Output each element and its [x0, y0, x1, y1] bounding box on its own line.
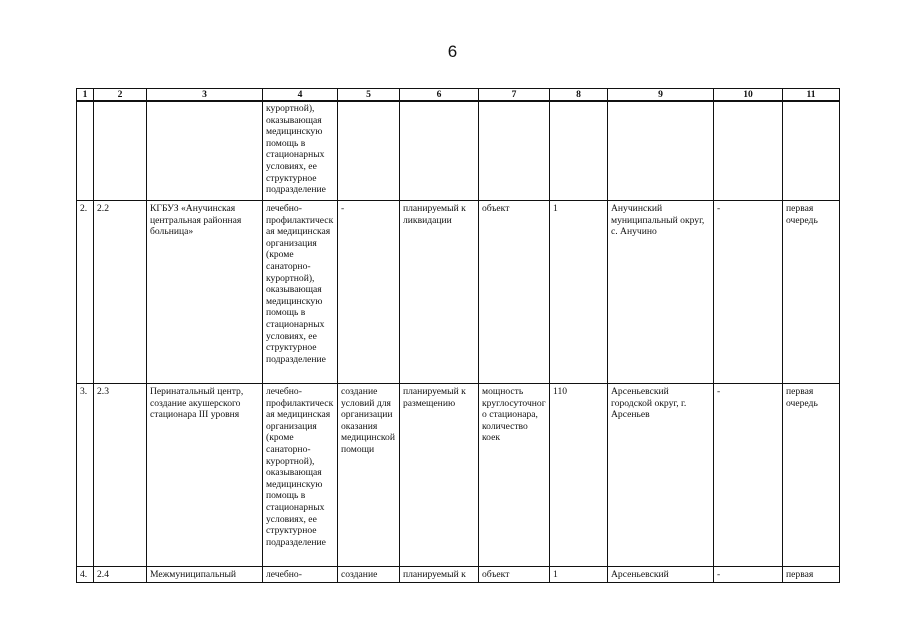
cell-number: 3.: [77, 384, 94, 567]
cell-purpose: -: [338, 201, 400, 384]
column-header: 3: [147, 89, 263, 102]
cell: [479, 101, 550, 201]
cell-location: Арсеньевский городской округ, г. Арсеньев: [608, 384, 714, 567]
cell-value: 1: [550, 201, 608, 384]
cell-stage: первая очередь: [783, 201, 840, 384]
cell-type: лечебно-профилактическая медицинская организация (кроме санаторно-курортной), оказывающая медицинскую помощь в стационарных условиях, ее структурное подразделение: [263, 201, 338, 384]
column-header: 10: [714, 89, 783, 102]
cell: [94, 101, 147, 201]
cell-zone: -: [714, 384, 783, 567]
column-header: 2: [94, 89, 147, 102]
cell-status: планируемый к ликвидации: [400, 201, 479, 384]
cell: [608, 101, 714, 201]
cell-location: Анучинский муниципальный округ, с. Анучино: [608, 201, 714, 384]
cell-status: планируемый к: [400, 567, 479, 593]
cell-name: Перинатальный центр, создание акушерского стационара III уровня: [147, 384, 263, 567]
column-header: 9: [608, 89, 714, 102]
table-row: [77, 384, 840, 567]
cell: [77, 101, 94, 201]
cell-code: 2.4: [94, 567, 147, 593]
column-header: 5: [338, 89, 400, 102]
cell-purpose: создание условий для организации оказания медицинской помощи: [338, 384, 400, 567]
cell: [550, 101, 608, 201]
cell-type: лечебно-: [263, 567, 338, 593]
cell: [338, 101, 400, 201]
cell-characteristic: мощность круглосуточного стационара, количество коек: [479, 384, 550, 567]
cell: [400, 101, 479, 201]
column-header: 4: [263, 89, 338, 102]
cell-zone: -: [714, 567, 783, 593]
column-header: 7: [479, 89, 550, 102]
cell-name: Межмуниципальный: [147, 567, 263, 593]
cell-characteristic: объект: [479, 567, 550, 593]
cell: [783, 101, 840, 201]
table-row: [77, 201, 840, 384]
cell-status: планируемый к размещению: [400, 384, 479, 567]
cell-zone: -: [714, 201, 783, 384]
cell-type: лечебно-профилактическая медицинская организация (кроме санаторно-курортной), оказывающая медицинскую помощь в стационарных условиях, ее структурное подразделение: [263, 384, 338, 567]
cell-continuation-text: курортной), оказывающая медицинскую помощь в стационарных условиях, ее структурное подразделение: [263, 101, 338, 201]
cell-characteristic: объект: [479, 201, 550, 384]
cell-stage: первая: [783, 567, 840, 593]
column-header: 11: [783, 89, 840, 102]
column-header: 6: [400, 89, 479, 102]
table-row-continuation: [77, 101, 840, 201]
cell-location: Арсеньевский: [608, 567, 714, 593]
cell: [714, 101, 783, 201]
page-bottom-mask: [0, 582, 905, 640]
header-row: [77, 89, 840, 102]
data-table: [76, 88, 840, 593]
cell: [147, 101, 263, 201]
page-number: 6: [447, 42, 458, 61]
cell-code: 2.3: [94, 384, 147, 567]
cell-name: КГБУЗ «Анучинская центральная районная больница»: [147, 201, 263, 384]
column-header: 1: [77, 89, 94, 102]
cell-stage: первая очередь: [783, 384, 840, 567]
table-bottom-rule: [76, 582, 840, 583]
cell-number: 2.: [77, 201, 94, 384]
cell-purpose: создание: [338, 567, 400, 593]
column-header: 8: [550, 89, 608, 102]
cell-code: 2.2: [94, 201, 147, 384]
cell-number: 4.: [77, 567, 94, 593]
cell-value: 110: [550, 384, 608, 567]
cell-value: 1: [550, 567, 608, 593]
